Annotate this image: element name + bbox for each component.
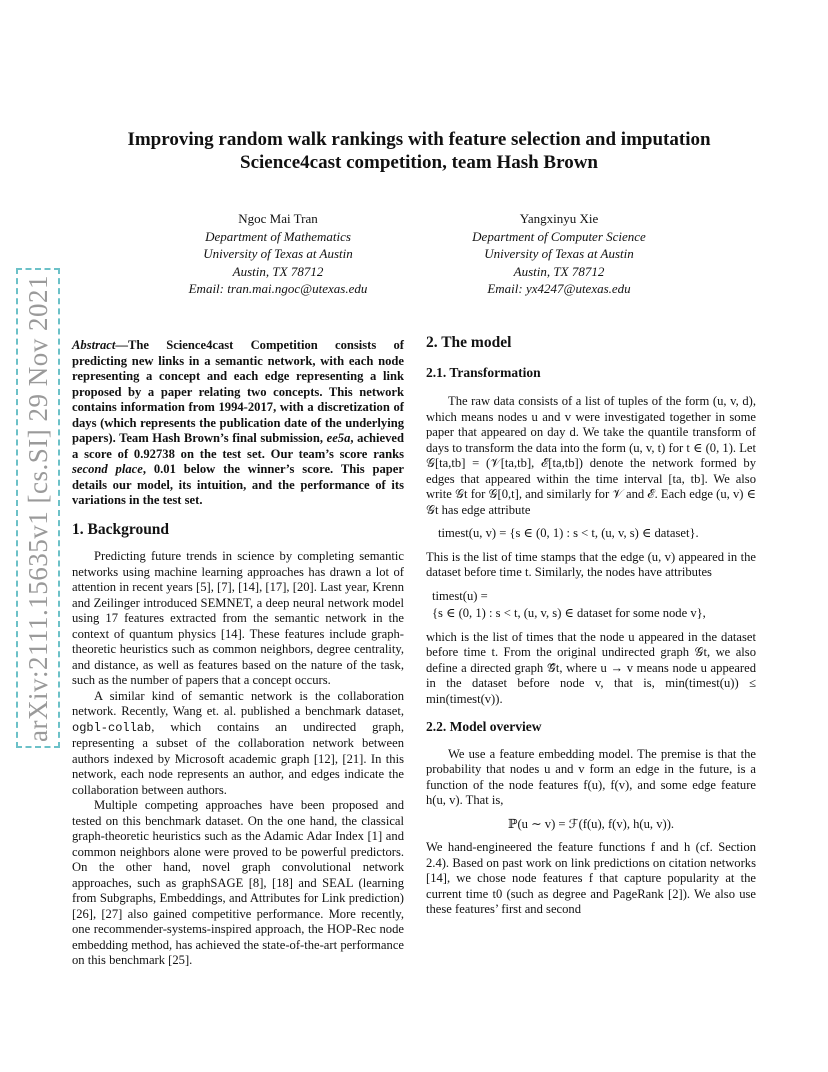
model-paragraph-2: This is the list of time stamps that the edge (u, v) appeared in the dataset before time t. Similarly, the nodes have attributes [426, 549, 756, 579]
background-paragraph-1: Predicting future trends in science by completing semantic networks using machine learning approaches has drawn a lot of attention in recent years [5], [7], [14], [17], [20]. Last year, Krenn and Zeilinger introduced SEMNET, a deep neural network model using 17 features extracted from the semantic network in the context of quantum physics [14]. These features include graph-theoretic heuristics such as common neighbors, degree centrality, and distance, as well as features based on the nature of the task, such as the number of papers that a concept occurs. [72, 549, 404, 687]
author-email: Email: yx4247@utexas.edu [487, 281, 631, 296]
model-paragraph-3: which is the list of times that the node u appeared in the dataset before time t. From the original undirected graph 𝒢t, we also define a directed graph 𝒢⃗t, where u → v means node u appeared in the dataset before node v, that is, min(timest(u)) ≤ min(timest(v)). [426, 629, 756, 706]
background-p2-text-b: , which contains an undirected graph, representing a subset of the collaboration network between authors indexed by Microsoft academic graph [12], [21]. In this network, each node represents an author, and edges indicate the collaboration between authors. [72, 719, 404, 797]
abstract-rank: second place [72, 462, 143, 476]
paper-title [80, 128, 758, 174]
subsection-heading-transformation: 2.1. Transformation [426, 364, 541, 380]
author-location: Austin, TX 78712 [232, 263, 324, 279]
abstract-text-2: , achieved a score of 0.92738 on the test set. Our team’s score ranks [72, 431, 405, 461]
title-line-2: Science4cast competition, team Hash Brown [240, 152, 598, 173]
subsection-heading-model-overview: 2.2. Model overview [426, 719, 542, 734]
background-paragraph-3: Multiple competing approaches have been proposed and tested on this benchmark dataset. On the one hand, the classical graph-theoretic heuristics such as the Adamic Adar Index [1] and common neighbors alone were proved to be powerful predictors. On the other hand, novel graph convolutional network approaches, such as graphSAGE [8], [18] and SEAL (learning from Subgraphs, Embeddings, and Attributes for Link prediction) [26], [27] also gained competitive performance. More recently, one recommender-systems-inspired approach, the HOP-Rec node embedding method, has achieved the state-of-the-art performance on this benchmark [25]. [72, 798, 404, 967]
title-line-1: Improving random walk rankings with feature selection and imputation [127, 129, 711, 150]
model-paragraph-1: The raw data consists of a list of tuples of the form (u, v, d), which means nodes u and v were investigated together in some paper that appeared on day d. We take the quantile transform of days to transform the data into the form (u, v, t) for t ∈ (0, 1). Let 𝒢[ta,tb] = (𝒱[ta,tb], ℰ[ta,tb]) denote the network formed by edges that appeared within the time interval [ta, tb]. We also write 𝒢t for 𝒢[0,t], and similarly for 𝒱 and ℰ. Each edge (u, v) ∈ 𝒢t has edge attribute [426, 394, 756, 517]
arxiv-identifier [16, 268, 60, 748]
right-column [426, 335, 756, 918]
model-paragraph-4: We use a feature embedding model. The premise is that the probability that nodes u and v form an edge in the future, is a function of the node features f(u), f(v), and some edge feature h(u, v). That is, [426, 746, 756, 807]
background-p2-text-a: A similar kind of semantic network is the collaboration network. Recently, Wang et. al. published a benchmark dataset, [72, 688, 404, 718]
dataset-code-name: ogbl-collab [72, 720, 152, 735]
author-email: Email: tran.mai.ngoc@utexas.edu [188, 281, 368, 296]
author-department: Department of Computer Science [472, 228, 646, 244]
abstract [72, 338, 404, 509]
abstract-submission: ee5a [326, 431, 351, 445]
equation-edge-times: timest(u, v) = {s ∈ (0, 1) : s < t, (u, v, s) ∈ dataset}. [438, 526, 699, 540]
author-university: University of Texas at Austin [484, 246, 634, 261]
left-column [72, 338, 404, 969]
author-name: Yangxinyu Xie [519, 211, 599, 226]
equation-probability: ℙ(u ∼ v) = ℱ(f(u), f(v), h(u, v)). [507, 816, 675, 831]
equation-node-times-line-2: {s ∈ (0, 1) : s < t, (u, v, s) ∈ dataset for some node v}, [432, 606, 706, 620]
background-paragraph-2 [72, 689, 404, 799]
author-department: Department of Mathematics [205, 228, 351, 244]
equation-node-times-line-1: timest(u) = [432, 588, 488, 603]
abstract-label: Abstract [72, 338, 116, 352]
author-block-2 [448, 210, 670, 298]
section-heading-background: 1. Background [72, 520, 170, 538]
abstract-text-3: , 0.01 below the winner’s score. This paper details our model, its intuition, and the performance of its variations in the test set. [72, 462, 404, 507]
arxiv-identifier-text: arXiv:2111.15635v1 [cs.SI] 29 Nov 2021 [22, 274, 53, 742]
abstract-text-1: —The Science4cast Competition consists of predicting new links in a semantic network, with each node representing a concept and each edge representing a link proposed by a paper relating two concepts. This network contains information from 1994-2017, with a discretization of days (which represents the publication date of the underlying papers). Team Hash Brown’s final submission, [72, 338, 404, 445]
author-location: Austin, TX 78712 [513, 263, 605, 279]
section-heading-model: 2. The model [426, 334, 512, 351]
author-block-1 [168, 210, 388, 298]
author-name: Ngoc Mai Tran [238, 211, 318, 226]
author-university: University of Texas at Austin [203, 246, 353, 261]
model-paragraph-5: We hand-engineered the feature functions f and h (cf. Section 2.4). Based on past work on link predictions on citation networks [14], we chose node features f that capture popularity at the current time t0 (such as degree and PageRank [2]). We also use these features’ first and second [426, 840, 756, 916]
